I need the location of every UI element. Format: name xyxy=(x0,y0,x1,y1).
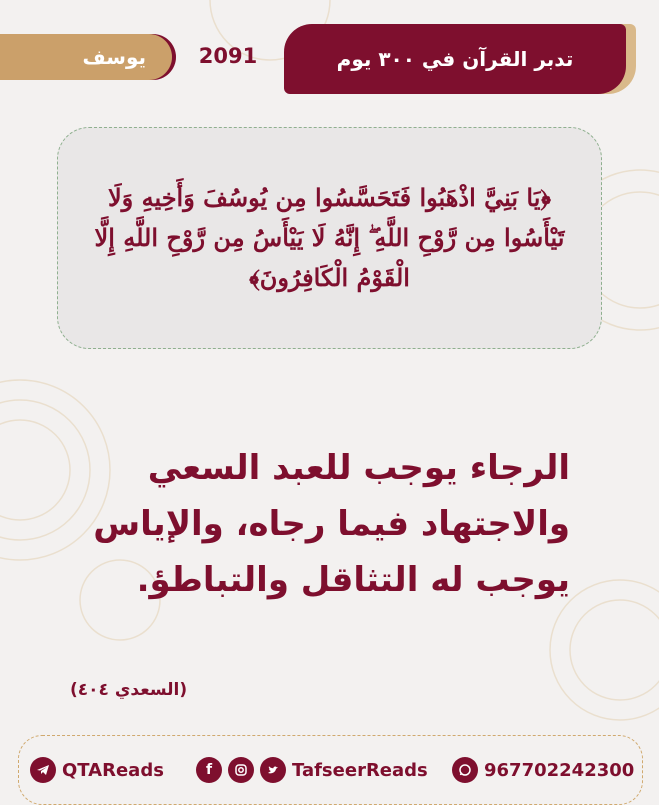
twitter-icon[interactable] xyxy=(260,757,286,783)
telegram-icon xyxy=(30,757,56,783)
surah-banner xyxy=(0,34,172,80)
reflection-line: الرجاء يوجب للعبد السعي xyxy=(147,448,570,488)
verse-box xyxy=(57,127,602,349)
source-citation: (السعدي ٤٠٤) xyxy=(70,680,188,700)
whatsapp-number: 967702242300 xyxy=(484,759,635,781)
page-title: تدبر القرآن في ٣٠٠ يوم xyxy=(336,47,574,71)
surah-name: يوسف xyxy=(82,45,146,69)
facebook-icon[interactable]: f xyxy=(196,757,222,783)
social-handle: TafseerReads xyxy=(292,759,428,781)
verse-text: ﴿يَا بَنِيَّ اذْهَبُوا فَتَحَسَّسُوا مِن يُوسُفَ وَأَخِيهِ وَلَا تَيْأَسُوا مِن رَّوْحِ اللَّهِ ۖ إِنَّهُ لَا يَيْأَسُ مِن رَّوْحِ اللَّهِ إِلَّا الْقَوْمُ الْكَافِرُونَ﴾ xyxy=(94,183,565,292)
telegram-link[interactable] xyxy=(30,757,164,783)
day-number: 2091 xyxy=(198,44,258,68)
title-banner xyxy=(284,24,626,94)
whatsapp-icon xyxy=(452,757,478,783)
reflection-text xyxy=(60,440,570,608)
reflection-line: يوجب له التثاقل والتباطؤ. xyxy=(136,560,570,600)
whatsapp-link[interactable] xyxy=(452,757,634,783)
telegram-handle: QTAReads xyxy=(62,759,164,781)
instagram-icon[interactable] xyxy=(228,757,254,783)
social-links[interactable] xyxy=(196,757,428,783)
reflection-line: والاجتهاد فيما رجاه، والإياس xyxy=(93,504,570,544)
